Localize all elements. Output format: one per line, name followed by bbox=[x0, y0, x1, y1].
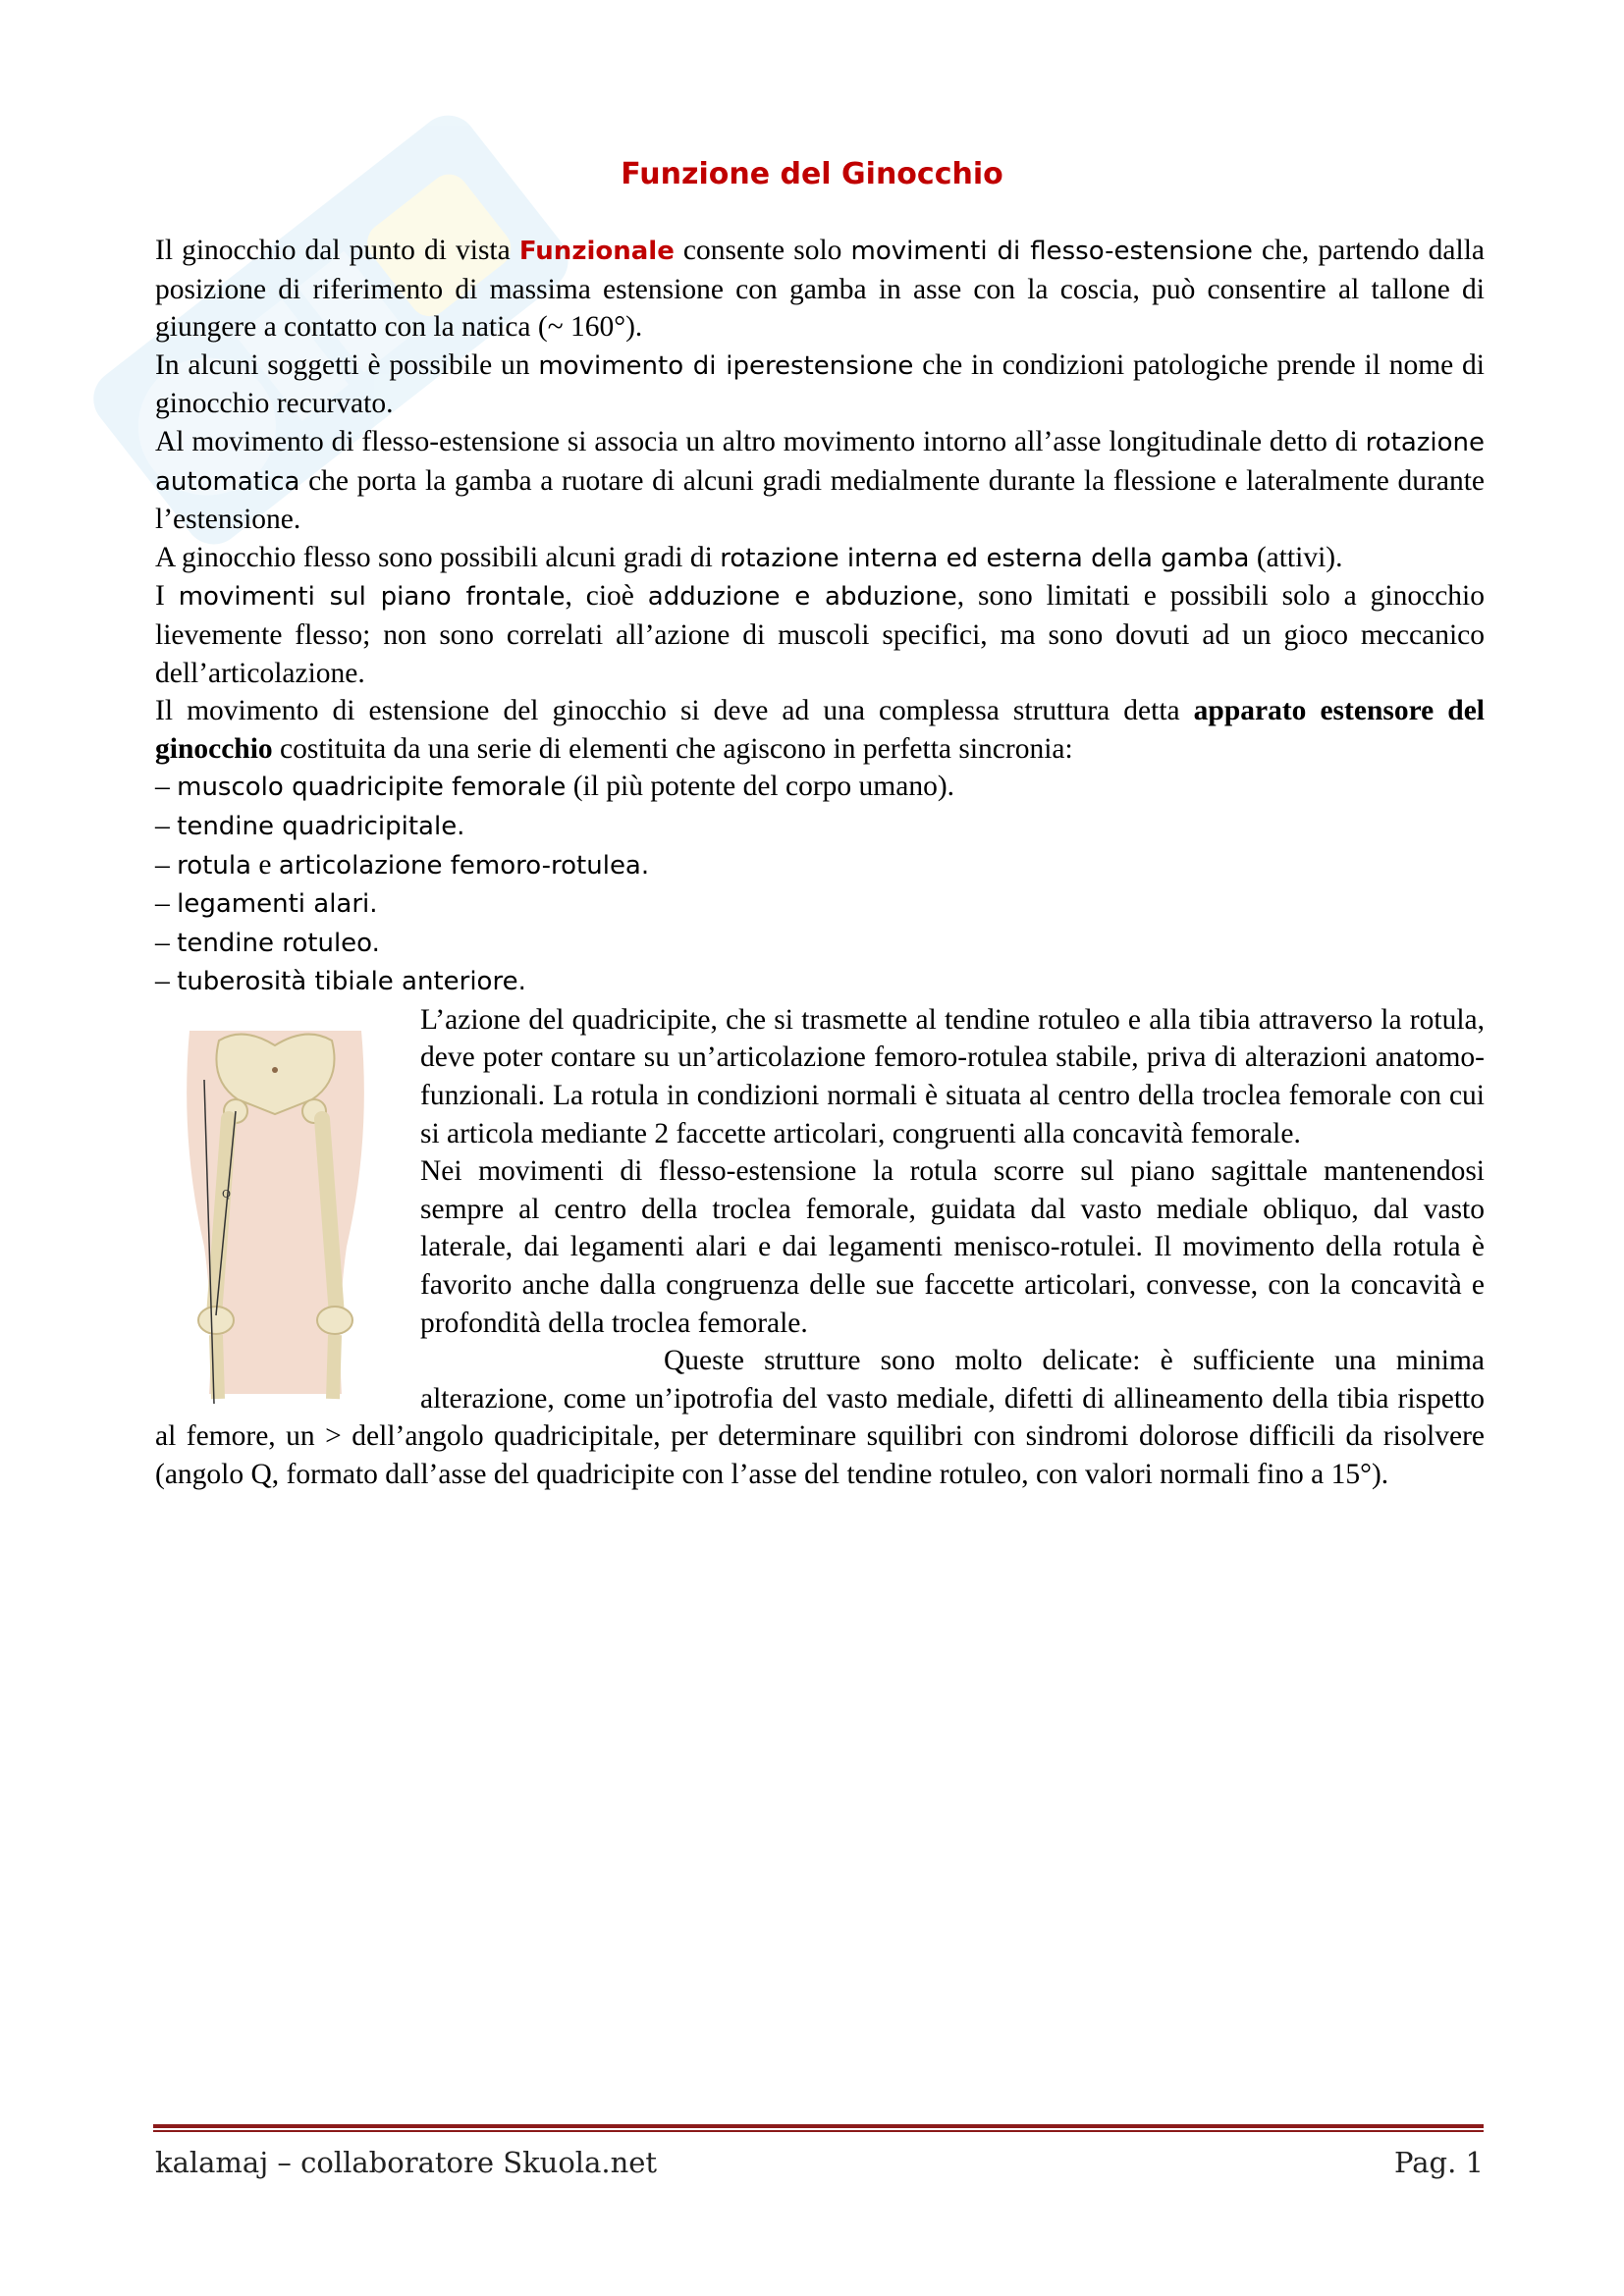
paragraph-3: Al movimento di flesso-estensione si associa un altro movimento intorno all’asse longitudinale detto di rotazione automatica che porta la gamba a ruotare di alcuni gradi medialmente durante la flessione e lateralmente durante l’estensione. bbox=[155, 425, 1485, 536]
highlight-funzionale: Funzionale bbox=[518, 237, 675, 266]
page-title: Funzione del Ginocchio bbox=[621, 157, 1003, 191]
list-item: – rotula e articolazione femoro-rotulea. bbox=[155, 848, 650, 881]
paragraph-7: L’azione del quadricipite, che si trasmette al tendine rotuleo e alla tibia attraverso la rotula, deve poter contare su un’articolazione femoro-rotulea stabile, priva di alterazioni anatomo-funzionali. La rotula in condizioni normali è situata al centro della troclea femorale con cui si articola mediante 2 faccette articolari, congruenti alla concavità femorale. bbox=[420, 1003, 1485, 1149]
knee-anatomy-illustration bbox=[175, 1021, 376, 1404]
list-item: – tendine rotuleo. bbox=[155, 926, 380, 958]
highlight-iperestensione: movimento di iperestensione bbox=[538, 350, 914, 381]
highlight-rotazione-gamba: rotazione interna ed esterna della gamba bbox=[720, 543, 1250, 573]
footer-rule-thin bbox=[153, 2130, 1484, 2132]
list-item: – tuberosità tibiale anteriore. bbox=[155, 965, 526, 997]
paragraph-8: Nei movimenti di flesso-estensione la rotula scorre sul piano sagittale mantenendosi sempre al centro della troclea femorale, guidata dal vasto mediale obliquo, dal vasto laterale, dai legamenti alari e dai legamenti menisco-rotulei. Il movimento della rotula è favorito anche dalla congruenza delle sue faccette articolari, convesse, con la concavità e profondità della troclea femorale. bbox=[420, 1155, 1485, 1339]
page-number: Pag. 1 bbox=[1394, 2146, 1484, 2179]
q-angle-label: Q bbox=[222, 1187, 232, 1201]
paragraph-9: Queste strutture sono molto delicate: è sufficiente una minima alterazione, come un’ipotrofia del vasto mediale, difetti di allineamento della tibia rispetto al femore, un > dell’angolo quadricipitale, per determinare squilibri con sindromi dolorose difficili da risolvere (angolo Q, formato dall’asse del quadricipite con l’asse del tendine rotuleo, con valori normali fino a 15°). bbox=[155, 1345, 1485, 1490]
list-item: – muscolo quadricipite femorale (il più potente del corpo umano). bbox=[155, 771, 955, 803]
highlight-flesso-estensione: movimenti di flesso-estensione bbox=[850, 237, 1253, 266]
highlight-apparato-estensore: apparato estensore del ginocchio bbox=[155, 695, 1485, 765]
highlight-rotazione-automatica: rotazione automatica bbox=[155, 427, 1485, 497]
highlight-piano-frontale: movimenti sul piano frontale bbox=[178, 582, 566, 613]
footer-rule-thick bbox=[153, 2124, 1484, 2128]
paragraph-2: In alcuni soggetti è possibile un movimento di iperestensione che in condizioni patologiche prende il nome di ginocchio recurvato. bbox=[155, 348, 1485, 420]
paragraph-4: A ginocchio flesso sono possibili alcuni gradi di rotazione interna ed esterna della gamba (attivi). bbox=[155, 541, 1343, 573]
paragraph-1: Il ginocchio dal punto di vista Funzionale consente solo movimenti di flesso-estensione che, partendo dalla posizione di riferimento di massima estensione con gamba in asse con la coscia, può consentire al tallone di giungere a contatto con la natica (~ 160°). bbox=[155, 235, 1486, 344]
extensor-elements-list bbox=[155, 768, 1485, 1001]
paragraph-6: Il movimento di estensione del ginocchio si deve ad una complessa struttura detta apparato estensore del ginocchio costituita da una serie di elementi che agiscono in perfetta sincronia: bbox=[155, 695, 1485, 765]
document-body bbox=[155, 232, 1485, 1494]
figure-text-block bbox=[155, 1001, 1485, 1494]
list-item: – legamenti alari. bbox=[155, 887, 378, 920]
highlight-adduzione-abduzione: adduzione e abduzione bbox=[647, 582, 957, 613]
paragraph-5: I movimenti sul piano frontale, cioè adduzione e abduzione, sono limitati e possibili solo a ginocchio lievemente flesso; non sono correlati all’azione di muscoli specifici, ma sono dovuti ad un gioco meccanico dell’articolazione. bbox=[155, 580, 1486, 689]
list-item: – tendine quadricipitale. bbox=[155, 809, 465, 841]
footer-author: kalamaj – collaboratore Skuola.net bbox=[155, 2146, 658, 2179]
